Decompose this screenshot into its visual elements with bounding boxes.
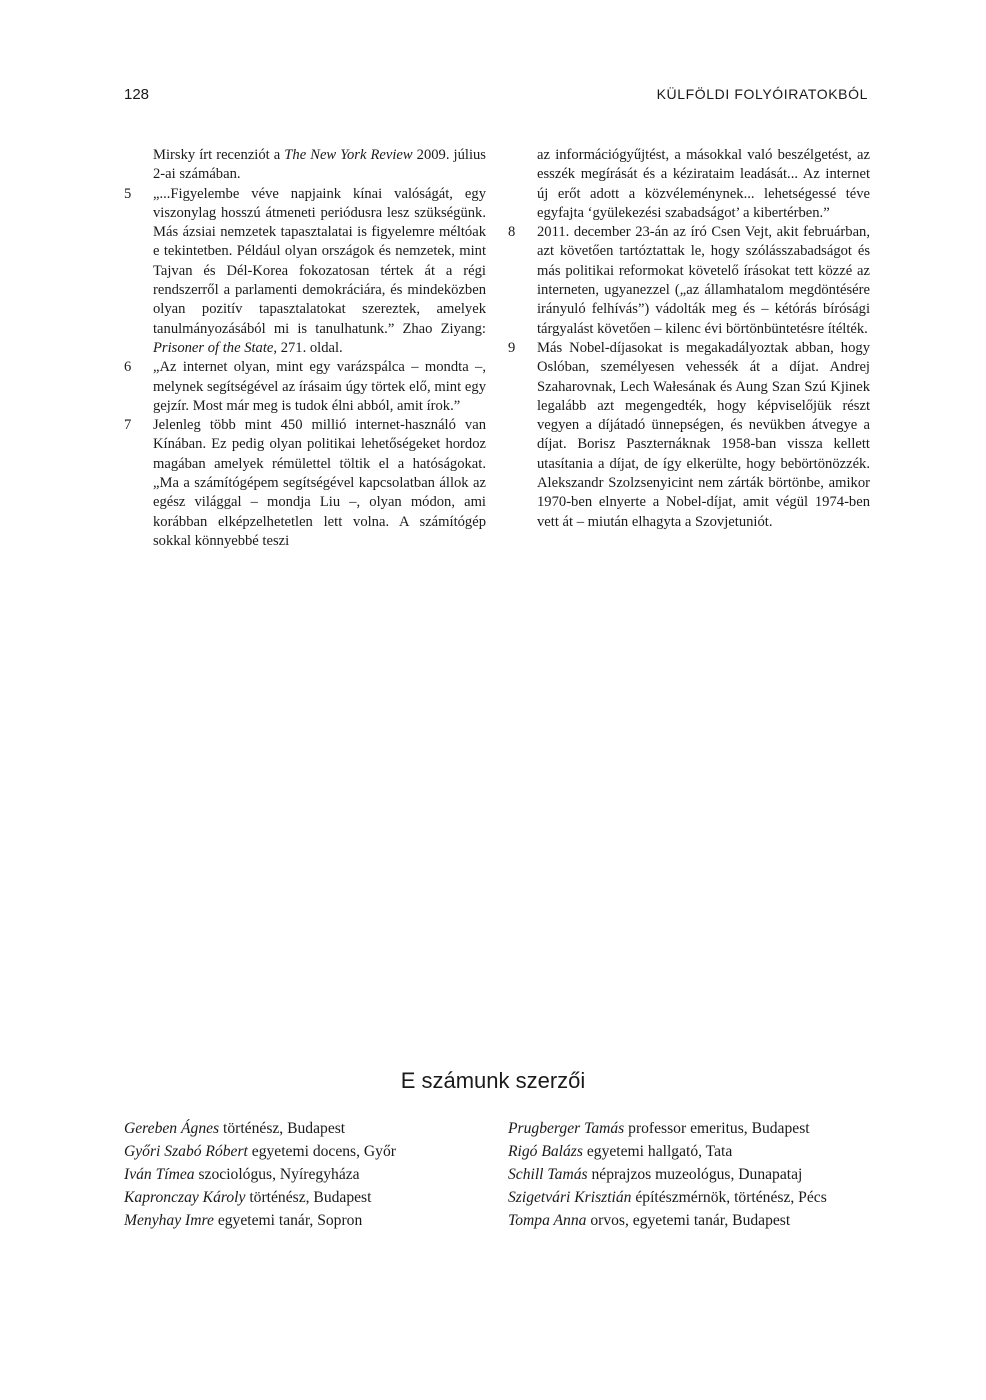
author-entry — [124, 1186, 494, 1209]
author-entry — [508, 1140, 878, 1163]
footnote — [508, 223, 870, 339]
author-description: építészmérnök, történész, Pécs — [631, 1189, 827, 1206]
footnote-number: 5 — [124, 185, 132, 202]
footnote-number: 7 — [124, 417, 132, 434]
footnote — [124, 416, 486, 551]
footnote-italic-text: The New York Review — [284, 147, 413, 163]
author-description: orvos, egyetemi tanár, Budapest — [586, 1212, 791, 1229]
footnote — [124, 146, 486, 185]
author-entry — [124, 1209, 494, 1232]
footnote — [508, 146, 870, 223]
footnote-text: 2011. december 23-án az író Csen Vejt, akit februárban, azt követően tartóztattak le, hogy szólásszabadságot és más politikai reformokat követelő írásokat tett közzé az interneten, ugyanezzel („az államhatalom megdöntésére irányuló felhívás”) vádolták meg és – kétórás bírósági tárgyalást követően – kilenc évi börtönbüntetésre ítélték. — [537, 224, 870, 337]
author-entry — [124, 1140, 494, 1163]
footnote-italic-text: Prisoner of the State — [153, 339, 274, 356]
running-header: KÜLFÖLDI FOLYÓIRATOKBÓL — [656, 86, 868, 102]
footnote-text: 2009. július 2-ai számában. — [153, 147, 486, 183]
authors-section-title: E számunk szerzői — [400, 1068, 586, 1093]
footnote-text: , 271. oldal. — [273, 339, 343, 356]
author-name: Prugberger Tamás — [508, 1120, 625, 1137]
author-description: professor emeritus, Budapest — [624, 1120, 810, 1137]
author-entry — [508, 1209, 878, 1232]
footnote-number: 9 — [508, 339, 516, 356]
footnote — [124, 185, 486, 359]
author-name: Kapronczay Károly — [124, 1189, 246, 1206]
author-name: Győri Szabó Róbert — [124, 1143, 248, 1160]
author-name: Schill Tamás — [508, 1166, 588, 1183]
footnote-text: az információgyűjtést, a másokkal való beszélgetést, az esszék megírását és a kézirataim leadását... Az internet új erőt adott a közvéleménynek... lehetségessé téve egyfajta ‘gyülekezési szabadságot’ a kibertérben.” — [537, 147, 870, 221]
authors-list-left — [124, 1117, 494, 1232]
author-name: Gereben Ágnes — [124, 1120, 220, 1137]
authors-list-right — [508, 1117, 878, 1232]
notes-column-left — [124, 146, 486, 551]
author-name: Rigó Balázs — [508, 1143, 583, 1160]
author-description: néprajzos muzeológus, Dunapataj — [587, 1166, 803, 1183]
footnote-text: „...Figyelembe véve napjaink kínai valóságát, egy viszonylag hosszú átmeneti periódusra lesz szükségünk. Más ázsiai nemzetek tapasztalatai is figyelemre méltóak e tekintetben. Például olyan országok és nemzetek, mint Tajvan és Dél-Korea fokozatosan tértek át a régi rendszerről a parlamenti demokráciára, és mindeközben olyan pozitív tapasztalatokat szereztek, amelyek tanulmányozásából mi is tanulhatunk.” Zhao Ziyang: — [153, 185, 486, 337]
author-entry — [508, 1117, 878, 1140]
author-entry — [508, 1186, 878, 1209]
page-number: 128 — [124, 86, 150, 103]
footnote-text: „Az internet olyan, mint egy varázspálca – mondta –, melynek segítségével az írásaim úgy törtek elő, mint egy gejzír. Most már meg is tudok élni abból, amit írok.” — [153, 359, 486, 414]
author-description: egyetemi tanár, Sopron — [213, 1212, 363, 1229]
author-entry — [508, 1163, 878, 1186]
author-name: Menyhay Imre — [124, 1212, 214, 1229]
footnote — [124, 358, 486, 416]
author-entry — [124, 1163, 494, 1186]
author-entry — [124, 1117, 494, 1140]
author-description: szociológus, Nyíregyháza — [194, 1166, 360, 1183]
author-description: egyetemi docens, Győr — [247, 1143, 396, 1160]
author-description: egyetemi hallgató, Tata — [582, 1143, 733, 1160]
footnote-number: 8 — [508, 224, 516, 241]
footnote-text: Mirsky írt recenziót a — [153, 147, 285, 163]
notes-column-right — [508, 146, 870, 532]
author-name: Tompa Anna — [508, 1212, 587, 1229]
author-description: történész, Budapest — [245, 1189, 372, 1206]
footnote — [508, 339, 870, 532]
author-name: Szigetvári Krisztián — [508, 1189, 632, 1206]
footnote-text: Más Nobel-díjasokat is megakadályoztak abban, hogy Oslóban, személyesen vehessék át a díjat. Andrej Szaharovnak, Lech Wałesának és Aung Szan Szú Kjinek legalább azt megengedték, hogy képviselőjük részt vegyen a díjátadó ünnepségen, és nevükben átvegye a díjat. Borisz Paszternáknak 1958-ban vissza kellett utasítania a díjat, de így elkerülte, hogy bebörtönözzék. Alekszandr Szolzsenyicint nem zárták börtönbe, amikor 1970-ben elnyerte a Nobel-díjat, amit végül 1974-ben vett át – miután elhagyta a Szovjetuniót. — [537, 339, 870, 530]
footnote-number: 6 — [124, 359, 132, 376]
author-description: történész, Budapest — [219, 1120, 346, 1137]
footnote-text: Jelenleg több mint 450 millió internet-használó van Kínában. Ez pedig olyan politikai lehetőségeket hordoz magában amelyek rémülettel töltik el a hatóságokat. „Ma a számítógépem segítségével kapcsolatban állok az egész világgal – mondja Liu –, olyan módon, ami korábban elképzelhetetlen lett volna. A számítógép sokkal könnyebbé teszi — [153, 417, 486, 549]
author-name: Iván Tímea — [124, 1166, 195, 1183]
